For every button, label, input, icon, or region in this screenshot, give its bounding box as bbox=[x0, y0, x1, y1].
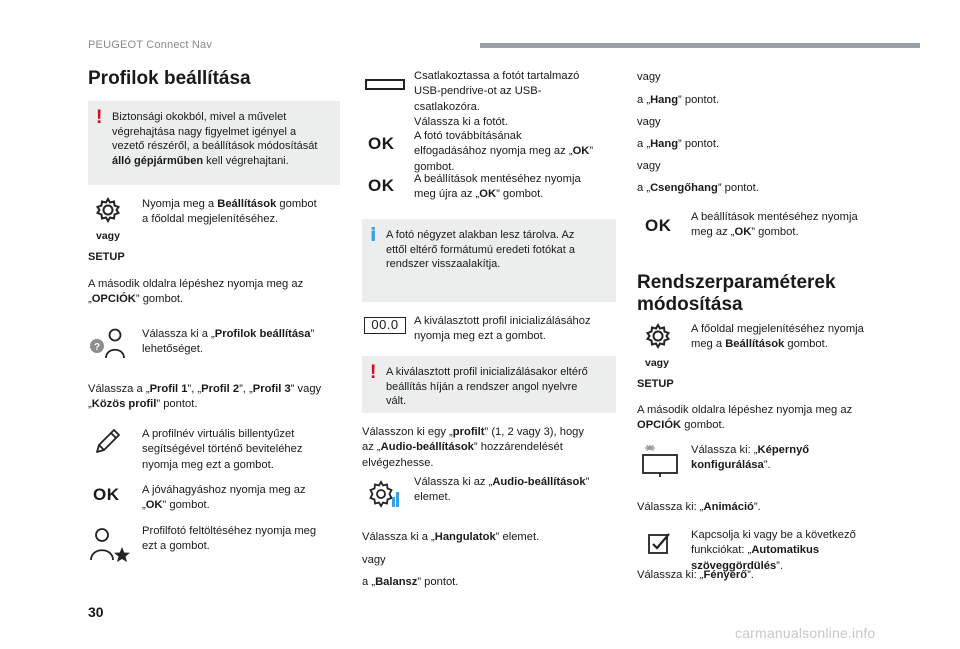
ok-icon: OK bbox=[645, 216, 672, 235]
setup-label: SETUP bbox=[637, 378, 674, 390]
warning-icon: ! bbox=[96, 107, 103, 128]
para-vagy: vagy bbox=[362, 554, 386, 566]
warning-reset-language: ! A kiválasztott profil inicializálásakor eltérő beállítás híján a rendszer angol nyelvre vált. bbox=[362, 356, 616, 413]
step-keyboard: A profilnév virtuális billentyűzet segítségével történő beviteléhez nyomja meg ezt a gombot. bbox=[142, 428, 303, 471]
warning-safety: ! Biztonsági okokból, mivel a művelet végrehajtása nagy figyelmet igényel a vezető részéről, a beállítások módosítását álló gépjárműben kell végrehajtani. bbox=[88, 101, 340, 185]
para-vagy: vagy bbox=[637, 71, 661, 83]
step-upload-photo: Profilfotó feltöltéséhez nyomja meg ezt a gombot. bbox=[142, 525, 317, 553]
info-photo-square: i A fotó négyzet alakban lesz tárolva. Az ettől eltérő formátumú eredeti fotókat a rendszer visszaalakítja. bbox=[362, 219, 616, 302]
setup-label: SETUP bbox=[88, 251, 125, 263]
para-choose-profile: Válassza a „Profil 1”, „Profil 2”, „Profil 3” vagy „Közös profil” pontot. bbox=[88, 383, 322, 411]
page-number: 30 bbox=[88, 604, 104, 620]
info-icon: i bbox=[370, 224, 377, 246]
para-hang-2: a „Hang” pontot. bbox=[637, 138, 720, 150]
watermark-text: carmanualsonline.info bbox=[735, 625, 876, 641]
settings-gear-icon bbox=[93, 195, 123, 225]
vagy-label: vagy bbox=[96, 230, 120, 242]
step-audio-settings: Válassza ki az „Audio-beállítások” elemet. bbox=[414, 476, 590, 504]
para-brightness: Válassza ki: „Fényerő”. bbox=[637, 569, 754, 581]
profile-photo-icon bbox=[88, 525, 132, 563]
ok-icon: OK bbox=[368, 176, 395, 195]
step-confirm-ok: A jóváhagyáshoz nyomja meg az „OK” gombot. bbox=[142, 484, 306, 512]
step-save-again: A beállítások mentéséhez nyomja meg újra az „OK” gombot. bbox=[414, 173, 581, 201]
step-open-settings: Nyomja meg a Beállítások gombot a főoldal megjelenítéséhez. bbox=[142, 198, 317, 226]
reset-icon: 00.0 bbox=[364, 317, 406, 334]
para-select-profile-audio: Válasszon ki egy „profilt” (1, 2 vagy 3), hogy az „Audio-beállítások” hozzárendelését elvégezhesse. bbox=[362, 426, 584, 469]
header-bar bbox=[480, 43, 920, 48]
screen-config-icon bbox=[640, 444, 680, 478]
para-balansz: a „Balansz” pontot. bbox=[362, 576, 459, 588]
header-title: PEUGEOT Connect Nav bbox=[88, 39, 213, 51]
svg-text:?: ? bbox=[93, 342, 101, 353]
checkbox-checked-icon bbox=[646, 530, 672, 556]
section-title-system: Rendszerparaméterek módosítása bbox=[637, 272, 836, 315]
para-hang-1: a „Hang” pontot. bbox=[637, 94, 720, 106]
para-vagy: vagy bbox=[637, 160, 661, 172]
para-options: A második oldalra lépéshez nyomja meg az „OPCIÓK” gombot. bbox=[88, 278, 304, 306]
vagy-label: vagy bbox=[645, 357, 669, 369]
para-csengohang: a „Csengőhang” pontot. bbox=[637, 182, 759, 194]
step-autoscroll: Kapcsolja ki vagy be a következő funkciókat: „Automatikus szöveggördülés”. bbox=[691, 529, 856, 572]
ok-icon: OK bbox=[93, 485, 120, 504]
settings-gear-icon bbox=[643, 321, 673, 351]
step-screen-config: Válassza ki: „Képernyő konfigurálása”. bbox=[691, 444, 810, 472]
ok-icon: OK bbox=[368, 134, 395, 153]
warning-icon: ! bbox=[370, 362, 377, 383]
step-accept-photo: A fotó továbbításának elfogadásához nyomja meg az „OK” gombot. bbox=[414, 130, 594, 173]
step-save-settings: A beállítások mentéséhez nyomja meg az „OK” gombot. bbox=[691, 211, 858, 239]
usb-icon bbox=[365, 78, 405, 92]
para-hangulatok: Válassza ki a „Hangulatok” elemet. bbox=[362, 531, 540, 543]
profile-settings-icon bbox=[88, 325, 128, 361]
para-options: A második oldalra lépéshez nyomja meg az OPCIÓK gombot. bbox=[637, 404, 853, 432]
para-vagy: vagy bbox=[637, 116, 661, 128]
pencil-icon bbox=[92, 425, 124, 457]
audio-settings-icon bbox=[365, 477, 401, 511]
step-open-settings: A főoldal megjelenítéséhez nyomja meg a Beállítások gombot. bbox=[691, 323, 864, 351]
section-title-profiles: Profilok beállítása bbox=[88, 68, 251, 89]
step-reset-profile: A kiválasztott profil inicializálásához nyomja meg ezt a gombot. bbox=[414, 315, 591, 343]
step-profile-settings: Válassza ki a „Profilok beállítása” lehetőséget. bbox=[142, 328, 315, 356]
step-connect-usb: Csatlakoztassa a fotót tartalmazó USB-pendrive-ot az USB- csatlakozóra. Válassza ki a fotót. bbox=[414, 70, 580, 129]
para-animation: Válassza ki: „Animáció”. bbox=[637, 501, 761, 513]
